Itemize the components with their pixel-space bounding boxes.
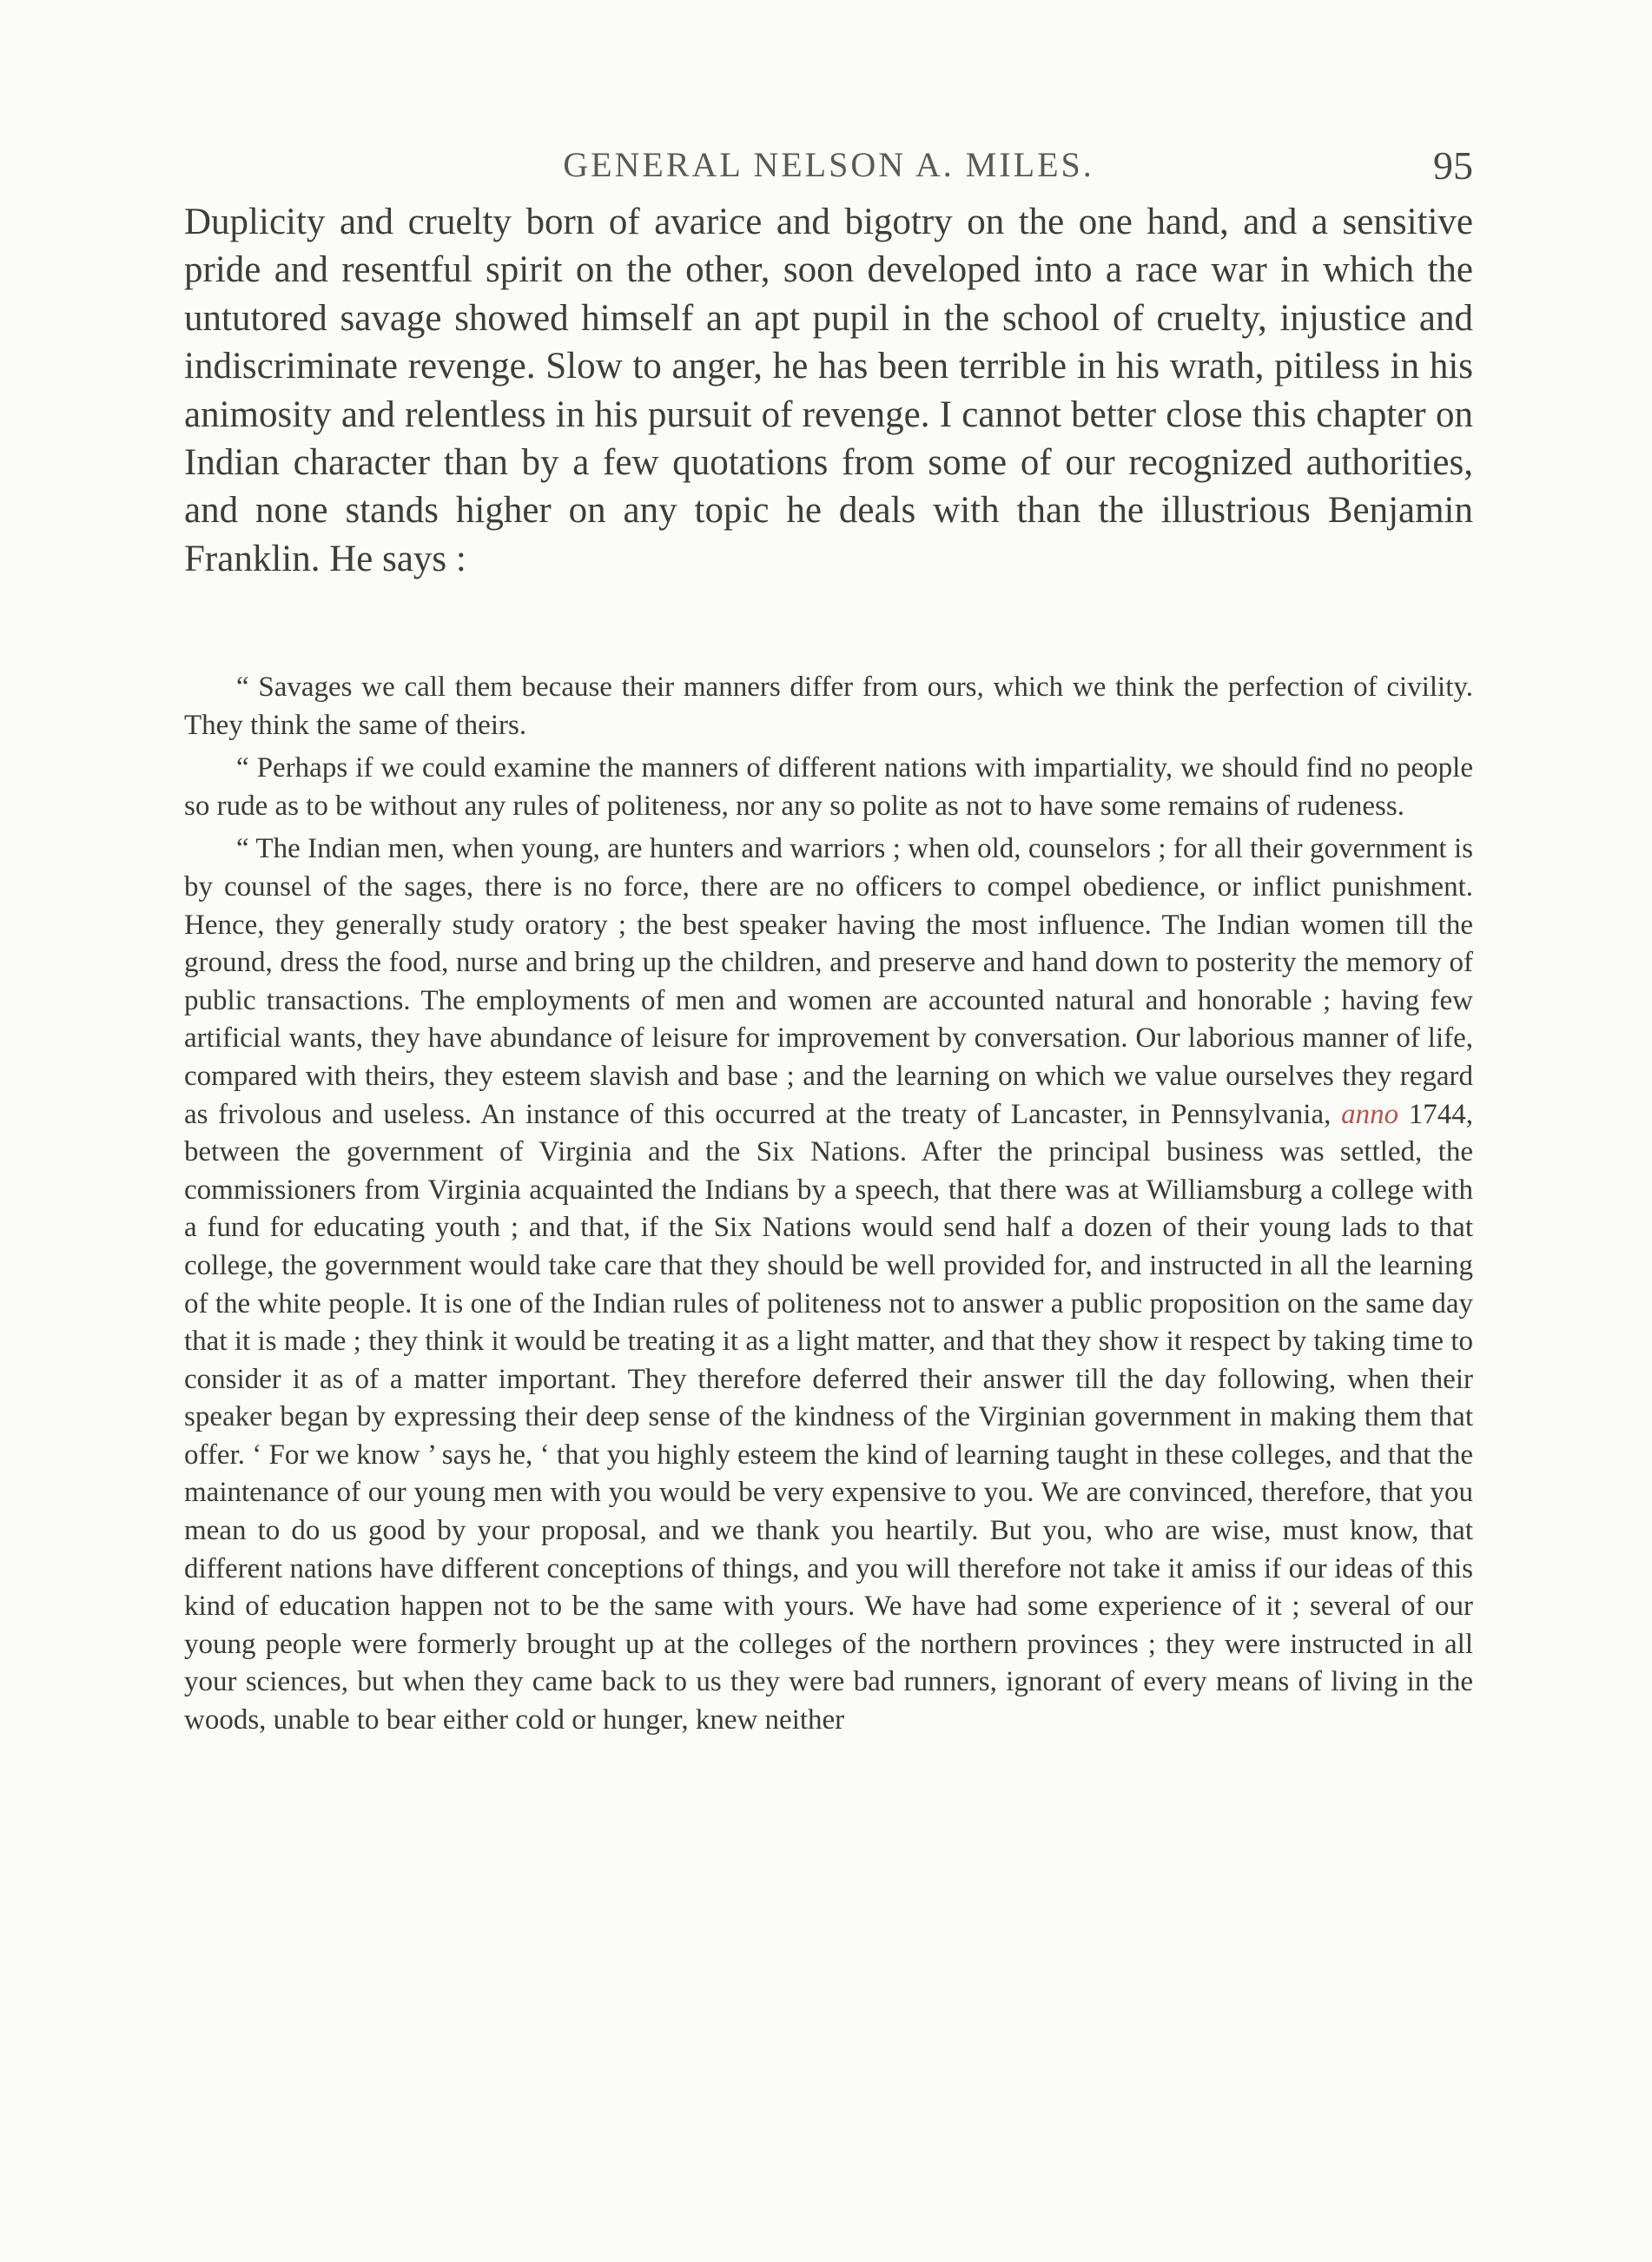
italic-anno: anno (1341, 1098, 1399, 1130)
quote-paragraph-3-text-b: 1744, between the government of Virginia and the Six Nations. After the principal business was settled, the commissioners from Virginia acquainted the Indians by a speech, that there was at Williamsburg a college with a fund for educating youth ; and that, if the Six Nations would send half a dozen of their young lads to that college, the government would take care that they should be well provided for, and instructed in all the learning of the white people. It is one of the Indian rules of politeness not to answer a public proposition on the same day that it is made ; they think it would be treating it as a light matter, and that they show it respect by taking time to consider it as of a matter important. They therefore deferred their answer till the day following, when their speaker began by expressing their deep sense of the kindness of the Virginian government in making them that offer. ‘ For we know ’ says he, ‘ that you highly esteem the kind of learning taught in these colleges, and that the maintenance of our young men with you would be very expensive to you. We are convinced, therefore, that you mean to do us good by your proposal, and we thank you heartily. But you, who are wise, must know, that different nations have different conceptions of things, and you will therefore not take it amiss if our ideas of this kind of education happen not to be the same with yours. We have had some experience of it ; several of our young people were formerly brought up at the colleges of the northern provinces ; they were instructed in all your sciences, but when they came back to us they were bad runners, ignorant of every means of living in the woods, unable to bear either cold or hunger, knew neither (184, 1098, 1473, 1736)
quote-paragraph-2: “ Perhaps if we could examine the manners of different nations with impartiality, we should find no people so rude as to be without any rules of politeness, nor any so polite as not to have some remains of rudeness. (184, 752, 1473, 822)
running-title: GENERAL NELSON A. MILES. (563, 145, 1094, 184)
quote-paragraph-3 (184, 830, 1473, 1739)
franklin-quotation (184, 669, 1473, 1745)
page-number: 95 (1433, 143, 1473, 188)
quote-paragraph-3-text-a: “ The Indian men, when young, are hunters and warriors ; when old, counselors ; for all their government is by counsel of the sages, there is no force, there are no officers to compel obedience, or inflict punishment. Hence, they generally study oratory ; the best speaker having the most influence. The Indian women till the ground, dress the food, nurse and bring up the children, and preserve and hand down to posterity the memory of public transactions. The employments of men and women are accounted natural and honorable ; having few artificial wants, they have abundance of leisure for improvement by conversation. Our laborious manner of life, compared with theirs, they esteem slavish and base ; and the learning on which we value ourselves they regard as frivolous and useless. An instance of this occurred at the treaty of Lancaster, in Pennsylvania, (184, 833, 1473, 1130)
intro-paragraph: Duplicity and cruelty born of avarice and bigotry on the one hand, and a sensitive pride and resentful spirit on the other, soon developed into a race war in which the untutored savage showed himself an apt pupil in the school of cruelty, injustice and indiscriminate revenge. Slow to anger, he has been terrible in his wrath, pitiless in his animosity and relentless in his pursuit of revenge. I cannot better close this chapter on Indian character than by a few quotations from some of our recognized authorities, and none stands higher on any topic he deals with than the illustrious Benjamin Franklin. He says : (184, 202, 1473, 579)
running-head (184, 144, 1473, 196)
quote-paragraph-1: “ Savages we call them because their manners differ from ours, which we think the perfection of civility. They think the same of theirs. (184, 671, 1473, 741)
